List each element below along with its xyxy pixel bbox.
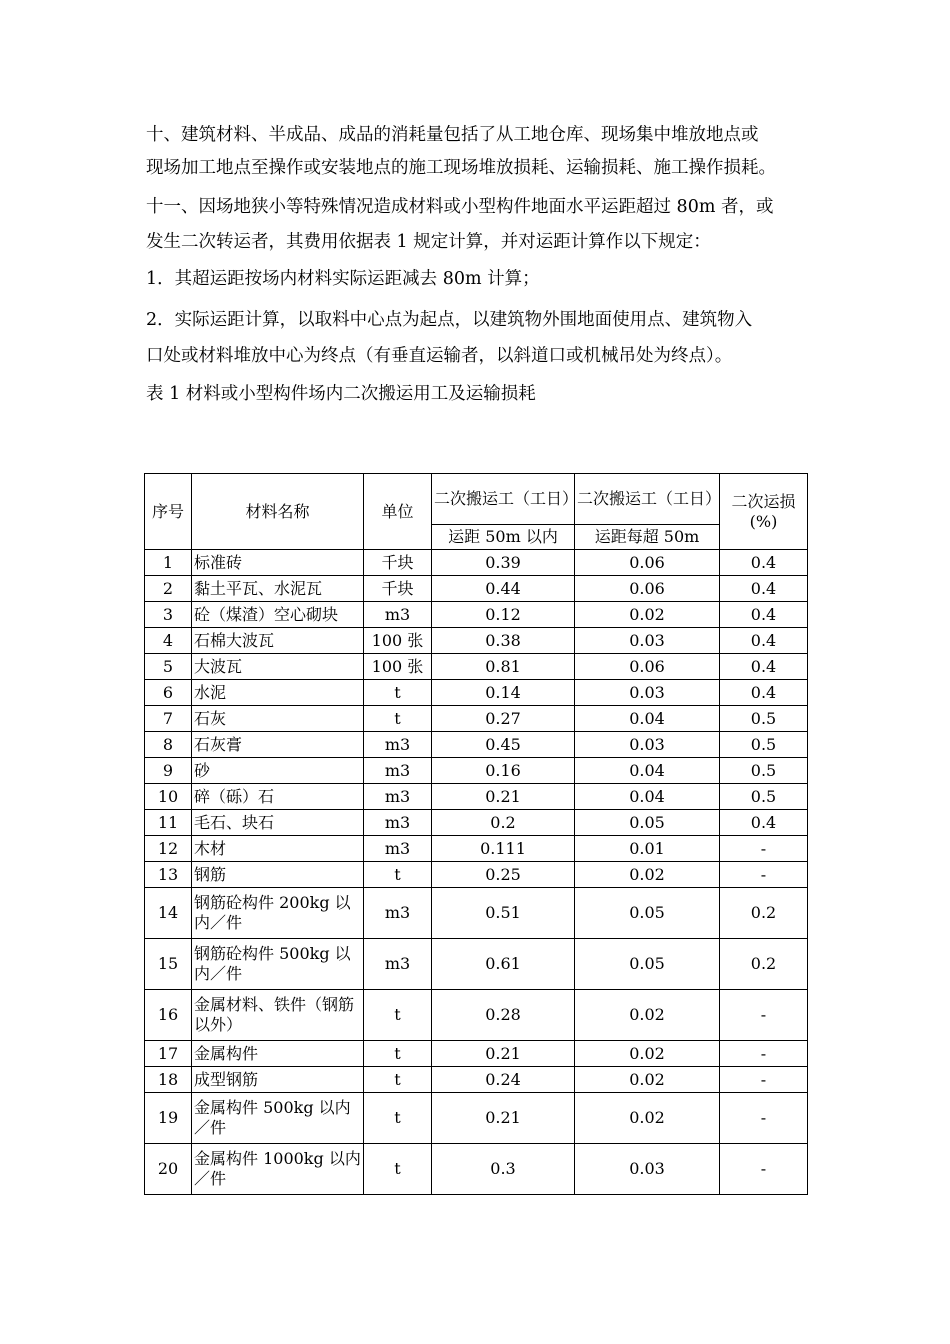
- cell-transport-loss: 0.5: [720, 784, 808, 810]
- cell-material-name: 黏土平瓦、水泥瓦: [192, 576, 364, 602]
- cell-labor-within-50m: 0.3: [432, 1144, 575, 1195]
- cell-unit: t: [364, 1041, 432, 1067]
- cell-labor-per-extra-50m: 0.02: [575, 862, 720, 888]
- cell-material-name: 钢筋: [192, 862, 364, 888]
- table-row: [145, 602, 808, 628]
- cell-material-name: 砂: [192, 758, 364, 784]
- cell-material-name: 石灰: [192, 706, 364, 732]
- header-name: 材料名称: [192, 474, 364, 550]
- cell-labor-within-50m: 0.51: [432, 888, 575, 939]
- table-row: [145, 1041, 808, 1067]
- table-row: [145, 888, 808, 939]
- cell-labor-per-extra-50m: 0.04: [575, 758, 720, 784]
- table-row: [145, 628, 808, 654]
- paragraph-line: 1．其超运距按场内材料实际运距减去 80m 计算；: [146, 269, 540, 289]
- cell-material-name: 钢筋砼构件 500kg 以内／件: [192, 939, 364, 990]
- cell-material-name: 金属材料、铁件（钢筋以外）: [192, 990, 364, 1041]
- cell-transport-loss: -: [720, 1144, 808, 1195]
- table-row: [145, 706, 808, 732]
- cell-labor-within-50m: 0.2: [432, 810, 575, 836]
- cell-transport-loss: 0.5: [720, 732, 808, 758]
- cell-labor-per-extra-50m: 0.06: [575, 550, 720, 576]
- cell-material-name: 金属构件: [192, 1041, 364, 1067]
- cell-transport-loss: 0.5: [720, 758, 808, 784]
- cell-unit: m3: [364, 888, 432, 939]
- cell-index: 19: [145, 1093, 192, 1144]
- cell-index: 3: [145, 602, 192, 628]
- cell-unit: m3: [364, 602, 432, 628]
- header-unit: 单位: [364, 474, 432, 550]
- table-row: [145, 758, 808, 784]
- cell-unit: 100 张: [364, 654, 432, 680]
- cell-labor-per-extra-50m: 0.02: [575, 1093, 720, 1144]
- table-row: [145, 732, 808, 758]
- cell-labor-per-extra-50m: 0.03: [575, 680, 720, 706]
- cell-transport-loss: 0.4: [720, 654, 808, 680]
- cell-unit: 千块: [364, 576, 432, 602]
- cell-index: 1: [145, 550, 192, 576]
- cell-transport-loss: -: [720, 862, 808, 888]
- cell-material-name: 碎（砾）石: [192, 784, 364, 810]
- cell-index: 14: [145, 888, 192, 939]
- cell-transport-loss: 0.4: [720, 810, 808, 836]
- cell-transport-loss: -: [720, 1041, 808, 1067]
- cell-labor-within-50m: 0.24: [432, 1067, 575, 1093]
- header-labor-b: 二次搬运工（工日）: [575, 474, 720, 525]
- cell-transport-loss: 0.4: [720, 628, 808, 654]
- table-body: [145, 474, 808, 1195]
- cell-labor-within-50m: 0.45: [432, 732, 575, 758]
- cell-labor-within-50m: 0.14: [432, 680, 575, 706]
- cell-material-name: 水泥: [192, 680, 364, 706]
- cell-index: 4: [145, 628, 192, 654]
- cell-transport-loss: 0.4: [720, 602, 808, 628]
- cell-index: 7: [145, 706, 192, 732]
- paragraph-line: 口处或材料堆放中心为终点（有垂直运输者，以斜道口或机械吊处为终点）。: [146, 346, 733, 366]
- cell-unit: m3: [364, 784, 432, 810]
- cell-material-name: 木材: [192, 836, 364, 862]
- cell-labor-within-50m: 0.12: [432, 602, 575, 628]
- cell-labor-within-50m: 0.25: [432, 862, 575, 888]
- cell-labor-per-extra-50m: 0.05: [575, 810, 720, 836]
- cell-labor-per-extra-50m: 0.03: [575, 732, 720, 758]
- table-row: [145, 680, 808, 706]
- table-caption: 表 1 材料或小型构件场内二次搬运用工及运输损耗: [146, 384, 536, 404]
- table-row: [145, 1067, 808, 1093]
- cell-labor-per-extra-50m: 0.02: [575, 1041, 720, 1067]
- cell-labor-per-extra-50m: 0.02: [575, 602, 720, 628]
- cell-material-name: 钢筋砼构件 200kg 以内／件: [192, 888, 364, 939]
- cell-unit: t: [364, 862, 432, 888]
- paragraph-line: 十、建筑材料、半成品、成品的消耗量包括了从工地仓库、现场集中堆放地点或: [146, 125, 759, 145]
- cell-index: 16: [145, 990, 192, 1041]
- cell-index: 10: [145, 784, 192, 810]
- table-row: [145, 1093, 808, 1144]
- cell-material-name: 大波瓦: [192, 654, 364, 680]
- cell-material-name: 金属构件 1000kg 以内／件: [192, 1144, 364, 1195]
- table-row: [145, 990, 808, 1041]
- table-row: [145, 810, 808, 836]
- cell-labor-per-extra-50m: 0.05: [575, 888, 720, 939]
- cell-transport-loss: -: [720, 1067, 808, 1093]
- table-row: [145, 836, 808, 862]
- cell-index: 6: [145, 680, 192, 706]
- header-labor-a: 二次搬运工（工日）: [432, 474, 575, 525]
- cell-unit: m3: [364, 758, 432, 784]
- table-header-row: [145, 474, 808, 525]
- cell-index: 13: [145, 862, 192, 888]
- cell-labor-within-50m: 0.111: [432, 836, 575, 862]
- cell-transport-loss: 0.2: [720, 939, 808, 990]
- table-row: [145, 784, 808, 810]
- cell-unit: t: [364, 990, 432, 1041]
- cell-index: 8: [145, 732, 192, 758]
- cell-labor-per-extra-50m: 0.03: [575, 1144, 720, 1195]
- cell-transport-loss: -: [720, 1093, 808, 1144]
- cell-labor-within-50m: 0.21: [432, 1041, 575, 1067]
- header-loss: 二次运损(%): [720, 474, 808, 550]
- cell-labor-within-50m: 0.44: [432, 576, 575, 602]
- table-row: [145, 862, 808, 888]
- cell-labor-per-extra-50m: 0.02: [575, 990, 720, 1041]
- cell-labor-within-50m: 0.38: [432, 628, 575, 654]
- cell-transport-loss: 0.4: [720, 550, 808, 576]
- cell-labor-per-extra-50m: 0.01: [575, 836, 720, 862]
- cell-transport-loss: 0.2: [720, 888, 808, 939]
- cell-labor-within-50m: 0.81: [432, 654, 575, 680]
- cell-transport-loss: 0.4: [720, 680, 808, 706]
- cell-unit: t: [364, 706, 432, 732]
- table-row: [145, 1144, 808, 1195]
- cell-labor-within-50m: 0.39: [432, 550, 575, 576]
- cell-transport-loss: -: [720, 836, 808, 862]
- cell-material-name: 标准砖: [192, 550, 364, 576]
- cell-index: 9: [145, 758, 192, 784]
- cell-labor-within-50m: 0.61: [432, 939, 575, 990]
- cell-unit: t: [364, 1093, 432, 1144]
- cell-material-name: 毛石、块石: [192, 810, 364, 836]
- cell-labor-per-extra-50m: 0.04: [575, 706, 720, 732]
- cell-unit: t: [364, 680, 432, 706]
- table-row: [145, 550, 808, 576]
- paragraph-line: 2．实际运距计算，以取料中心点为起点，以建筑物外围地面使用点、建筑物入: [146, 310, 753, 330]
- cell-index: 11: [145, 810, 192, 836]
- cell-transport-loss: 0.5: [720, 706, 808, 732]
- cell-labor-per-extra-50m: 0.06: [575, 576, 720, 602]
- cell-unit: 100 张: [364, 628, 432, 654]
- material-table: [144, 473, 808, 1195]
- table-row: [145, 654, 808, 680]
- cell-labor-within-50m: 0.21: [432, 784, 575, 810]
- cell-labor-within-50m: 0.16: [432, 758, 575, 784]
- cell-labor-within-50m: 0.28: [432, 990, 575, 1041]
- cell-material-name: 成型钢筋: [192, 1067, 364, 1093]
- cell-unit: m3: [364, 810, 432, 836]
- cell-labor-within-50m: 0.27: [432, 706, 575, 732]
- cell-material-name: 石棉大波瓦: [192, 628, 364, 654]
- cell-labor-within-50m: 0.21: [432, 1093, 575, 1144]
- cell-material-name: 金属构件 500kg 以内／件: [192, 1093, 364, 1144]
- cell-labor-per-extra-50m: 0.06: [575, 654, 720, 680]
- cell-unit: 千块: [364, 550, 432, 576]
- cell-labor-per-extra-50m: 0.03: [575, 628, 720, 654]
- cell-labor-per-extra-50m: 0.02: [575, 1067, 720, 1093]
- cell-index: 20: [145, 1144, 192, 1195]
- cell-index: 18: [145, 1067, 192, 1093]
- cell-unit: m3: [364, 732, 432, 758]
- cell-index: 5: [145, 654, 192, 680]
- cell-material-name: 砼（煤渣）空心砌块: [192, 602, 364, 628]
- table-row: [145, 939, 808, 990]
- cell-labor-per-extra-50m: 0.04: [575, 784, 720, 810]
- cell-unit: t: [364, 1067, 432, 1093]
- cell-labor-per-extra-50m: 0.05: [575, 939, 720, 990]
- cell-index: 2: [145, 576, 192, 602]
- paragraph-line: 十一、因场地狭小等特殊情况造成材料或小型构件地面水平运距超过 80m 者，或: [146, 197, 774, 217]
- paragraph-line: 现场加工地点至操作或安装地点的施工现场堆放损耗、运输损耗、施工操作损耗。: [146, 158, 776, 178]
- cell-index: 12: [145, 836, 192, 862]
- cell-transport-loss: -: [720, 990, 808, 1041]
- header-index: 序号: [145, 474, 192, 550]
- cell-material-name: 石灰膏: [192, 732, 364, 758]
- cell-index: 15: [145, 939, 192, 990]
- cell-unit: t: [364, 1144, 432, 1195]
- cell-unit: m3: [364, 939, 432, 990]
- subheader-distance-a: 运距 50m 以内: [432, 525, 575, 550]
- cell-unit: m3: [364, 836, 432, 862]
- table-row: [145, 576, 808, 602]
- paragraph-line: 发生二次转运者，其费用依据表 1 规定计算，并对运距计算作以下规定：: [146, 232, 711, 252]
- cell-transport-loss: 0.4: [720, 576, 808, 602]
- subheader-distance-b: 运距每超 50m: [575, 525, 720, 550]
- cell-index: 17: [145, 1041, 192, 1067]
